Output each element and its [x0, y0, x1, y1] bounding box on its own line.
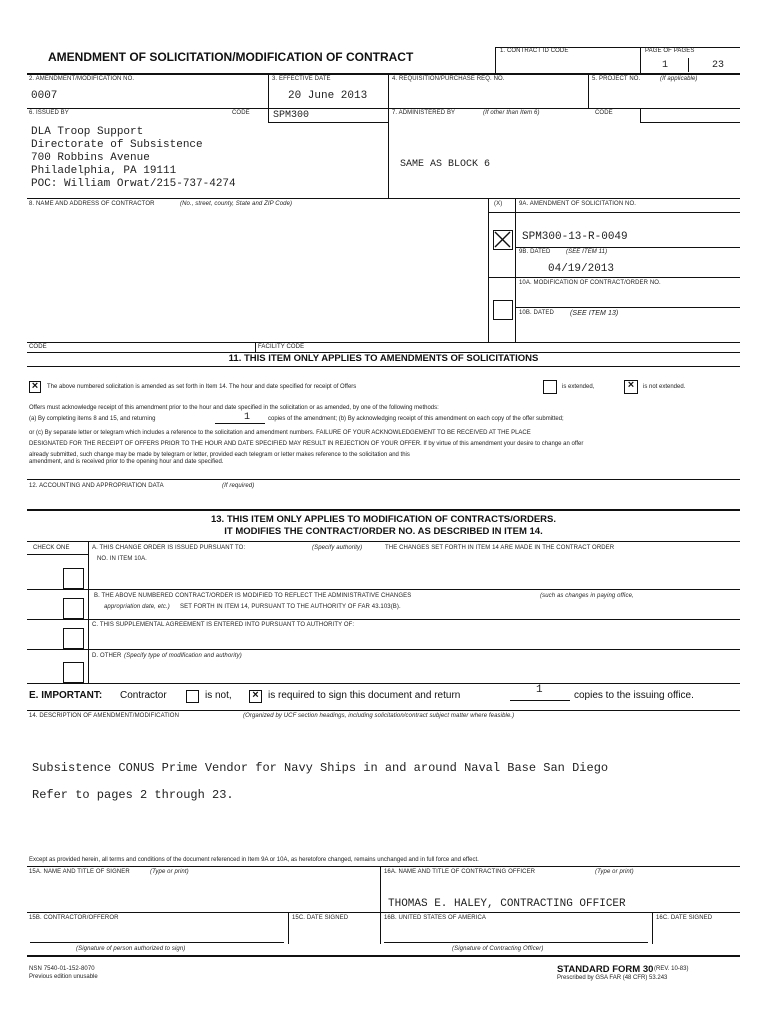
rule — [488, 198, 489, 342]
rule — [255, 342, 256, 352]
option-c-checkbox[interactable] — [63, 628, 84, 649]
block14-note: (Organized by UCF section headings, including solicitation/contract subject matter where feasible.) — [243, 713, 515, 719]
rule — [515, 198, 516, 342]
option-a-line2: NO. IN ITEM 10A. — [97, 556, 147, 562]
rule — [88, 541, 89, 683]
block10a-checkbox[interactable] — [493, 300, 513, 320]
option-b-checkbox[interactable] — [63, 598, 84, 619]
option-d-note: (Specify type of modification and authority) — [124, 653, 242, 659]
block3-label: 3. EFFECTIVE DATE — [272, 76, 331, 82]
block7-note: (If other than Item 6) — [483, 110, 540, 116]
description-line2: Refer to pages 2 through 23. — [32, 788, 234, 802]
rule — [268, 122, 388, 123]
issued-by-line4: Philadelphia, PA 19111 — [31, 165, 177, 177]
check-one-label: CHECK ONE — [33, 545, 70, 551]
important-is-not: is not, — [205, 690, 232, 701]
rule — [27, 198, 740, 199]
block8-note: (No., street, county, State and ZIP Code) — [180, 201, 293, 207]
is-not-checkbox[interactable] — [186, 690, 199, 703]
section13-header2: IT MODIFIES THE CONTRACT/ORDER NO. AS DESCRIBED IN ITEM 14. — [224, 526, 543, 537]
section11-line1: Offers must acknowledge receipt of this amendment prior to the hour and date specified in the solicitation or as amended, by one of the following methods: — [29, 405, 439, 411]
rule — [268, 108, 269, 122]
section11-line4: DESIGNATED FOR THE RECEIPT OF OFFERS PRIOR TO THE HOUR AND DATE SPECIFIED MAY RESULT IN REJECTION OF YOUR OFFER. If by virtue of this amendment your desire to change an offer — [29, 441, 584, 447]
block12-label: 12. ACCOUNTING AND APPROPRIATION DATA — [29, 483, 164, 489]
section13-header1: 13. THIS ITEM ONLY APPLIES TO MODIFICATION OF CONTRACTS/ORDERS. — [210, 514, 557, 525]
block9b-note: (SEE ITEM 11) — [566, 249, 608, 255]
rule — [27, 554, 88, 555]
block9b-label: 9B. DATED — [519, 249, 551, 255]
extended-checkbox[interactable] — [543, 380, 557, 394]
block12-note: (If required) — [222, 483, 255, 489]
code-label: CODE — [29, 344, 47, 350]
description-line1: Subsistence CONUS Prime Vendor for Navy Ships in and around Naval Base San Diego — [32, 761, 609, 775]
rule — [27, 649, 740, 650]
block1-label: 1. CONTRACT ID CODE — [500, 48, 569, 54]
return-copies: 1 — [536, 684, 543, 696]
footer-previous-edition: Previous edition unusable — [29, 974, 98, 980]
option-d-label: D. OTHER — [92, 653, 122, 659]
rule — [215, 423, 265, 424]
x-mark-icon — [494, 231, 511, 248]
block2-label: 2. AMENDMENT/MODIFICATION NO. — [29, 76, 135, 82]
block5-note: (If applicable) — [660, 76, 698, 82]
section11-line6: amendment, and is received prior to the opening hour and date specified. — [29, 459, 224, 465]
rule — [27, 589, 740, 590]
section11-line3: or (c) By separate letter or telegram which includes a reference to the solicitation and amendment numbers. FAILURE OF YOUR ACKNOWLEDGEMENT TO BE RECEIVED AT THE PLACE — [29, 430, 531, 436]
important-to-office: copies to the issuing office. — [574, 690, 694, 701]
rule — [27, 73, 740, 75]
x-mark-icon: × — [31, 380, 39, 392]
solicitation-number: SPM300-13-R-0049 — [522, 231, 628, 243]
option-b-line2: SET FORTH IN ITEM 14, PURSUANT TO THE AUTHORITY OF FAR 43.103(B). — [180, 604, 401, 610]
rule — [510, 700, 570, 701]
solicitation-date: 04/19/2013 — [548, 263, 615, 275]
copies-returned: 1 — [244, 412, 251, 423]
option-b-label: B. THE ABOVE NUMBERED CONTRACT/ORDER IS MODIFIED TO REFLECT THE ADMINISTRATIVE CHANGES — [94, 593, 412, 599]
x-mark-icon: × — [252, 689, 259, 701]
block16b-label: 16B. UNITED STATES OF AMERICA — [384, 915, 487, 921]
rule — [688, 58, 689, 72]
facility-code-label: FACILITY CODE — [258, 344, 305, 350]
rule — [640, 108, 641, 122]
rule — [27, 683, 740, 684]
block6-code-label: CODE — [232, 110, 250, 116]
block10b-label: 10B. DATED — [519, 310, 554, 316]
rule — [27, 366, 740, 367]
administered-by-value: SAME AS BLOCK 6 — [400, 159, 491, 170]
block14-label: 14. DESCRIPTION OF AMENDMENT/MODIFICATION — [29, 713, 179, 719]
rule — [388, 73, 389, 108]
rule — [515, 307, 740, 308]
rule — [388, 108, 389, 198]
rule — [640, 47, 641, 73]
section11-line5: already submitted, such change may be made by telegram or letter, provided each telegram or letter makes reference to the solicitation and this — [29, 452, 410, 458]
signature-note-contractor: (Signature of person authorized to sign) — [76, 946, 186, 952]
contracting-officer-name: THOMAS E. HALEY, CONTRACTING OFFICER — [388, 898, 626, 910]
block16c-label: 16C. DATE SIGNED — [656, 915, 713, 921]
rule — [588, 73, 589, 108]
not-extended-checkbox[interactable] — [624, 380, 638, 394]
rule — [488, 277, 740, 278]
rule — [384, 942, 648, 943]
block10b-note: (SEE ITEM 13) — [570, 310, 619, 317]
rule — [288, 912, 289, 944]
option-a-note: (Specify authority) — [312, 545, 363, 551]
issued-by-line5: POC: William Orwat/215-737-4274 — [31, 178, 236, 190]
rule — [27, 619, 740, 620]
important-contractor: Contractor — [120, 690, 167, 701]
rule — [27, 912, 740, 913]
rule — [488, 212, 740, 213]
x-column-label: (X) — [494, 201, 503, 207]
block6-label: 6. ISSUED BY — [29, 110, 69, 116]
block15b-label: 15B. CONTRACTOR/OFFEROR — [29, 915, 119, 921]
section11-line2a: (a) By completing items 8 and 15, and returning — [29, 416, 156, 422]
option-a-rest: THE CHANGES SET FORTH IN ITEM 14 ARE MADE IN THE CONTRACT ORDER — [385, 545, 615, 551]
not-extended-label: is not extended. — [643, 384, 686, 390]
rule — [515, 247, 740, 248]
amendment-number: 0007 — [31, 90, 58, 102]
rule — [495, 47, 496, 73]
rule — [380, 866, 381, 944]
page-number: 1 — [662, 60, 669, 71]
block15c-label: 15C. DATE SIGNED — [292, 915, 349, 921]
rule — [27, 342, 740, 343]
signature-note-officer: (Signature of Contracting Officer) — [452, 946, 544, 952]
block15a-label: 15A. NAME AND TITLE OF SIGNER — [29, 869, 130, 875]
rule — [27, 108, 740, 109]
rule — [27, 541, 740, 542]
issued-by-line3: 700 Robbins Avenue — [31, 152, 150, 164]
important-label: E. IMPORTANT: — [29, 690, 103, 701]
issued-by-code: SPM300 — [273, 110, 310, 121]
block4-label: 4. REQUISITION/PURCHASE REQ. NO. — [392, 76, 505, 82]
block7-code-label: CODE — [595, 110, 613, 116]
footer-nsn: NSN 7540-01-152-8070 — [29, 966, 95, 972]
extended-label: is extended, — [562, 384, 595, 390]
x-mark-icon: × — [627, 379, 635, 391]
block15a-note: (Type or print) — [150, 869, 189, 875]
rule — [640, 122, 740, 123]
block9a-label: 9A. AMENDMENT OF SOLICITATION NO. — [519, 201, 636, 207]
important-is-required: is required to sign this document and return — [268, 690, 461, 701]
rule — [27, 509, 740, 511]
rule — [27, 866, 740, 867]
rule — [27, 479, 740, 480]
rule — [652, 912, 653, 944]
rule — [27, 710, 740, 711]
section11-header: 11. THIS ITEM ONLY APPLIES TO AMENDMENTS OF SOLICITATIONS — [228, 353, 539, 364]
section11-line2b: copies of the amendment; (b) By acknowledging receipt of this amendment on each copy of the offer submitted; — [268, 416, 564, 422]
page-label: PAGE OF PAGES — [645, 48, 695, 54]
block7-label: 7. ADMINISTERED BY — [392, 110, 456, 116]
issued-by-line2: Directorate of Subsistence — [31, 139, 203, 151]
amended-checkbox[interactable] — [29, 381, 41, 393]
block8-label: 8. NAME AND ADDRESS OF CONTRACTOR — [29, 201, 155, 207]
amended-text: The above numbered solicitation is amended as set forth in Item 14. The hour and date specified for receipt of Offers — [47, 384, 357, 390]
option-b-line2-note: appropriation date, etc.) — [104, 604, 170, 610]
footer-prescribed: Prescribed by GSA FAR (48 CFR) 53.243 — [557, 975, 668, 981]
except-text: Except as provided herein, all terms and conditions of the document referenced in Item 9A or 10A, as heretofore changed, remains unchanged and in full force and effect. — [29, 857, 479, 863]
footer-revision: (REV. 10-83) — [654, 966, 689, 972]
form-title: AMENDMENT OF SOLICITATION/MODIFICATION OF CONTRACT — [48, 50, 414, 64]
block16a-label: 16A. NAME AND TITLE OF CONTRACTING OFFICER — [384, 869, 536, 875]
option-c-label: C. THIS SUPPLEMENTAL AGREEMENT IS ENTERED INTO PURSUANT TO AUTHORITY OF: — [92, 622, 355, 628]
block9a-checkbox[interactable] — [493, 230, 513, 250]
footer-standard-form: STANDARD FORM 30 — [557, 964, 654, 975]
issued-by-line1: DLA Troop Support — [31, 126, 144, 138]
option-b-note: (such as changes in paying office, — [540, 593, 634, 599]
option-a-checkbox[interactable] — [63, 568, 84, 589]
effective-date: 20 June 2013 — [288, 90, 368, 102]
block5-label: 5. PROJECT NO. — [592, 76, 641, 82]
option-a-label: A. THIS CHANGE ORDER IS ISSUED PURSUANT TO: — [92, 545, 246, 551]
block10a-label: 10A. MODIFICATION OF CONTRACT/ORDER NO. — [519, 280, 661, 286]
is-required-checkbox[interactable] — [249, 690, 262, 703]
block16a-note: (Type or print) — [595, 869, 634, 875]
rule — [30, 942, 284, 943]
rule — [268, 73, 269, 108]
rule — [27, 955, 740, 957]
page-count: 23 — [712, 60, 725, 71]
option-d-checkbox[interactable] — [63, 662, 84, 683]
